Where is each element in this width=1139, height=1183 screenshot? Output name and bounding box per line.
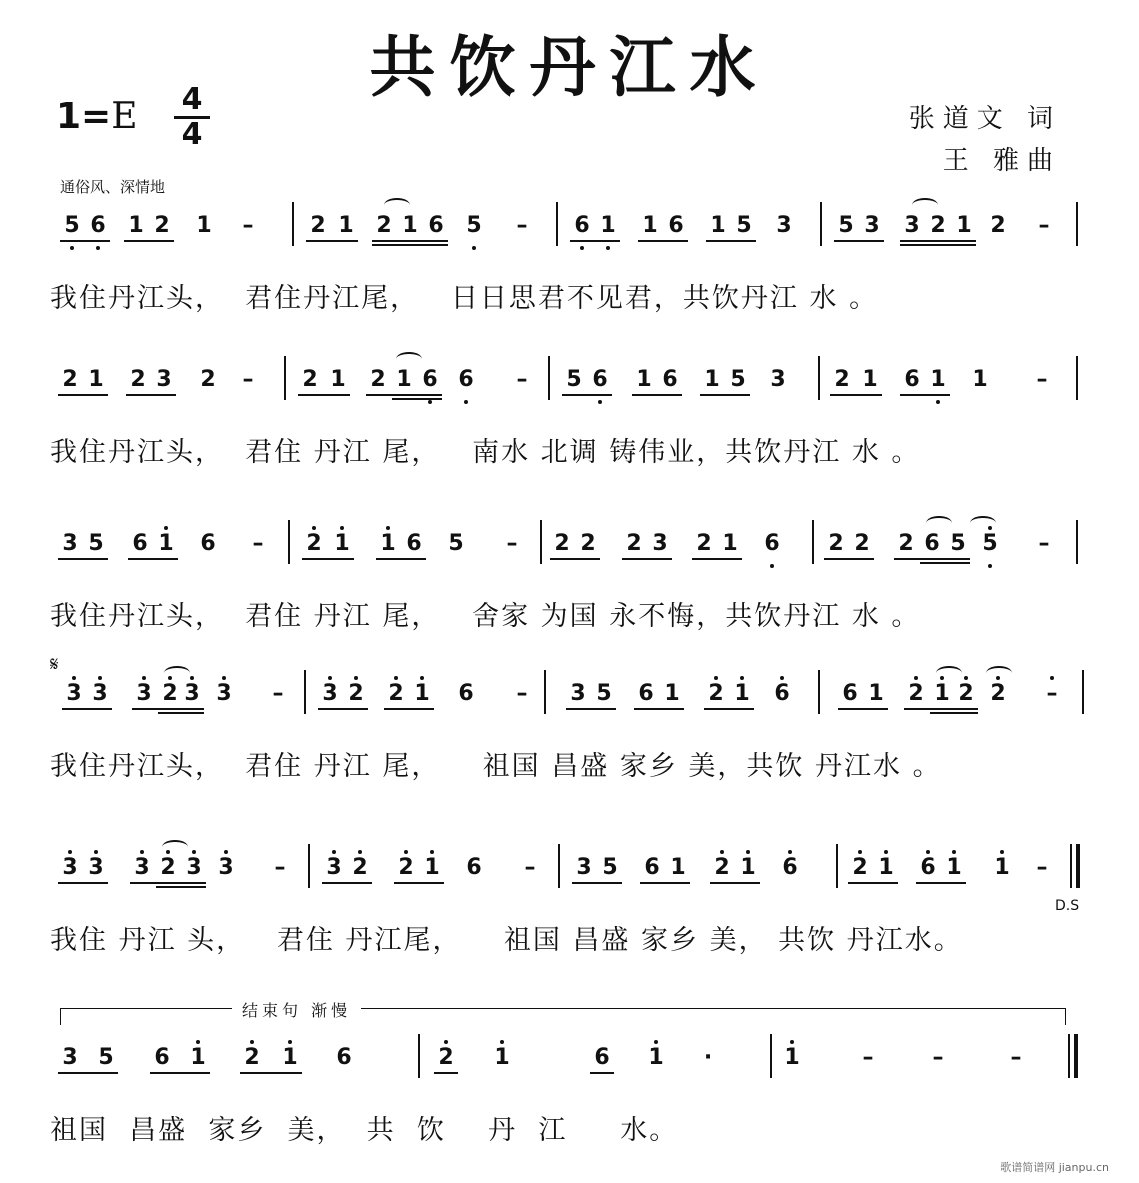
note: 3 [62, 531, 78, 556]
note: 3 [652, 531, 668, 556]
note: 6 [842, 681, 858, 706]
note: 2 [434, 1046, 458, 1070]
note: 2 [302, 532, 326, 556]
bar-line [292, 202, 294, 246]
beam [302, 558, 354, 560]
note: 3 [130, 856, 154, 880]
note: 3 [84, 856, 108, 880]
note: 1 [376, 532, 400, 556]
note: 1 [186, 1046, 210, 1070]
note: 1 [736, 856, 760, 880]
note: 3 [576, 855, 592, 880]
beam [894, 558, 970, 560]
note: 2 [158, 682, 182, 706]
note: 1 [196, 213, 212, 238]
note: – [506, 531, 518, 556]
bar-line [548, 356, 550, 400]
composer-credit: 王 雅曲 [942, 146, 1061, 176]
double-bar-thick [1074, 1034, 1078, 1078]
note: 1 [972, 367, 988, 392]
time-signature [174, 82, 210, 152]
note: 1 [956, 213, 972, 238]
beam [634, 708, 684, 710]
note: 6 [668, 213, 684, 238]
bar-line [558, 844, 560, 888]
note: 2 [954, 682, 978, 706]
note: 5 [98, 1045, 114, 1070]
beam [622, 558, 672, 560]
bar-line [418, 1034, 420, 1078]
beam [562, 394, 612, 396]
bar-line [818, 670, 820, 714]
note: – [1038, 213, 1050, 238]
note: 6 [924, 531, 940, 556]
bar-line [556, 202, 558, 246]
note: – [252, 531, 264, 556]
lyrics-line: 我住 丹江 头， 君住 丹江尾， 祖国 昌盛 家乡 美， 共饮 丹江水。 [50, 925, 963, 956]
note: 2 [156, 856, 180, 880]
note: 1 [402, 213, 418, 238]
bar-line [288, 520, 290, 564]
bar-line [1076, 520, 1078, 564]
note: – [524, 855, 536, 880]
note: 6 [570, 214, 594, 238]
note: 2 [394, 856, 418, 880]
note: 6 [458, 681, 474, 706]
note: 1 [874, 856, 898, 880]
note: 2 [704, 682, 728, 706]
beam [706, 240, 756, 242]
note: 5 [730, 367, 746, 392]
beam [372, 240, 448, 242]
watermark: 歌谱简谱网 jianpu.cn [1000, 1161, 1109, 1174]
notation-line [0, 682, 1139, 730]
lyrics-line: 祖国 昌盛 家乡 美， 共 饮 丹 江 水。 [50, 1115, 679, 1146]
note: 6 [770, 682, 794, 706]
note: 1 [942, 856, 966, 880]
note: 1 [862, 367, 878, 392]
beam [830, 394, 882, 396]
note: 3 [182, 856, 206, 880]
note: – [862, 1045, 874, 1070]
beam [150, 1072, 210, 1074]
notation-line [0, 532, 1139, 580]
note: 1 [780, 1046, 804, 1070]
note: 3 [214, 856, 238, 880]
beam [632, 394, 682, 396]
beam [60, 240, 110, 242]
note: 1 [644, 1046, 668, 1070]
note: 6 [662, 367, 678, 392]
beam [318, 708, 368, 710]
note: 3 [62, 682, 86, 706]
note: 6 [132, 531, 148, 556]
note: 6 [638, 681, 654, 706]
notation-line [0, 856, 1139, 904]
note: – [1038, 531, 1050, 556]
double-beam [158, 712, 204, 714]
double-beam [920, 562, 970, 564]
key-prefix: 1= [56, 96, 112, 137]
note: 5 [950, 531, 966, 556]
bar-line [820, 202, 822, 246]
note: 1 [730, 682, 754, 706]
double-bar-thick [1076, 844, 1080, 888]
double-beam [392, 398, 442, 400]
note: – [242, 367, 254, 392]
note: 2 [310, 213, 326, 238]
note: 2 [554, 531, 570, 556]
note: – [242, 213, 254, 238]
note: – [1040, 682, 1064, 706]
note: 6 [406, 531, 422, 556]
note: – [516, 681, 528, 706]
note: 3 [776, 213, 792, 238]
note: 5 [602, 855, 618, 880]
note: 6 [904, 367, 920, 392]
note: 2 [828, 531, 844, 556]
ending-bracket-left [60, 1008, 69, 1025]
note: 1 [338, 213, 354, 238]
note: 2 [580, 531, 596, 556]
bar-line [544, 670, 546, 714]
note: 1 [490, 1046, 514, 1070]
bar-line [308, 844, 310, 888]
note: 2 [930, 213, 946, 238]
double-bar-thin [1070, 844, 1072, 888]
note: 6 [418, 368, 442, 392]
note: 5 [448, 531, 464, 556]
beam [306, 240, 358, 242]
note: 6 [916, 856, 940, 880]
slur [986, 666, 1012, 680]
note: 2 [626, 531, 642, 556]
note: 2 [848, 856, 872, 880]
note: 1 [642, 213, 658, 238]
beam [376, 558, 426, 560]
ending-bracket-right [1057, 1008, 1066, 1025]
note: 1 [420, 856, 444, 880]
double-beam [930, 712, 978, 714]
beam [704, 708, 754, 710]
ds-mark: D.S [1055, 898, 1080, 914]
note: · [703, 1045, 713, 1070]
time-signature-bottom: 4 [181, 117, 203, 152]
note: 1 [330, 367, 346, 392]
note: – [274, 855, 286, 880]
note: 1 [664, 681, 680, 706]
note: 6 [644, 855, 660, 880]
bar-line [1076, 202, 1078, 246]
bar-line [836, 844, 838, 888]
beam [240, 1072, 302, 1074]
note: 6 [466, 855, 482, 880]
note: 2 [370, 367, 386, 392]
note: 1 [330, 532, 354, 556]
slur [396, 352, 422, 366]
note: 6 [594, 1045, 610, 1070]
note: 1 [670, 855, 686, 880]
double-bar-thin [1068, 1034, 1070, 1078]
note: 5 [566, 367, 582, 392]
note: 1 [930, 682, 954, 706]
beam [916, 882, 966, 884]
note: – [1010, 1045, 1022, 1070]
note: 3 [58, 856, 82, 880]
note: 6 [336, 1045, 352, 1070]
note: 2 [710, 856, 734, 880]
note: 3 [904, 213, 920, 238]
slur [162, 840, 188, 854]
beam [570, 240, 620, 242]
beam [58, 394, 108, 396]
beam [58, 882, 108, 884]
note: 2 [62, 367, 78, 392]
note: 3 [570, 681, 586, 706]
bar-line [818, 356, 820, 400]
beam [130, 882, 206, 884]
note: 2 [200, 367, 216, 392]
note: – [272, 681, 284, 706]
bar-line [812, 520, 814, 564]
note: 2 [130, 367, 146, 392]
beam [848, 882, 898, 884]
beam [590, 1072, 614, 1074]
beam [572, 882, 622, 884]
notation-line [0, 1046, 1139, 1094]
note: 1 [926, 368, 950, 392]
note: 5 [736, 213, 752, 238]
beam [124, 240, 174, 242]
lyricist-credit: 张道文 词 [908, 104, 1061, 134]
note: 2 [904, 682, 928, 706]
beam [384, 708, 434, 710]
beam [692, 558, 742, 560]
note: 3 [132, 682, 156, 706]
note: – [516, 367, 528, 392]
notation-line [0, 214, 1139, 262]
beam [322, 882, 372, 884]
lyrics-line: 我住丹江头， 君住 丹江 尾， 南水 北调 铸伟业，共饮丹江 水 。 [50, 437, 921, 468]
note: 6 [428, 213, 444, 238]
note: 3 [864, 213, 880, 238]
note: 1 [88, 367, 104, 392]
note: 3 [88, 682, 112, 706]
key-letter: E [111, 96, 138, 137]
bar-line [1076, 356, 1078, 400]
note: 5 [462, 214, 486, 238]
song-title: 共饮丹江水 [369, 29, 770, 106]
beam [58, 558, 108, 560]
note: 1 [990, 856, 1014, 880]
lyrics-line: 我住丹江头， 君住丹江尾， 日日思君不见君，共饮丹江 水 。 [50, 283, 879, 314]
ending-bracket-line [60, 1008, 1065, 1009]
note: 2 [986, 682, 1010, 706]
key-signature [56, 96, 138, 137]
note: 5 [978, 532, 1002, 556]
note: 6 [454, 368, 478, 392]
note: 5 [838, 213, 854, 238]
slur [164, 666, 190, 680]
tempo-mark: 通俗风、深情地 [60, 178, 166, 196]
slur [926, 516, 952, 530]
segno-sign: 𝄋 [50, 652, 59, 676]
note: 6 [154, 1045, 170, 1070]
beam [128, 558, 178, 560]
beam [838, 708, 888, 710]
note: 2 [834, 367, 850, 392]
note: 2 [344, 682, 368, 706]
note: 1 [278, 1046, 302, 1070]
note: – [1036, 367, 1048, 392]
note: 3 [770, 367, 786, 392]
bar-line [1082, 670, 1084, 714]
lyrics-line: 我住丹江头， 君住 丹江 尾， 祖国 昌盛 家乡 美，共饮 丹江水 。 [50, 751, 942, 782]
double-beam [156, 886, 206, 888]
time-signature-top: 4 [181, 82, 203, 117]
beam [640, 882, 690, 884]
ending-label: 结束句 渐慢 [232, 998, 361, 1021]
beam [126, 394, 176, 396]
note: 2 [348, 856, 372, 880]
beam [566, 708, 616, 710]
note: 5 [88, 531, 104, 556]
bar-line [770, 1034, 772, 1078]
note: 2 [376, 213, 392, 238]
beam [298, 394, 350, 396]
beam [900, 240, 976, 242]
beam [394, 882, 444, 884]
note: 2 [990, 213, 1006, 238]
beam [638, 240, 688, 242]
note: 2 [898, 531, 914, 556]
note: 2 [240, 1046, 264, 1070]
beam [434, 1072, 458, 1074]
slur [912, 198, 938, 212]
note: 6 [760, 532, 784, 556]
note: 3 [180, 682, 204, 706]
note: – [932, 1045, 944, 1070]
note: 1 [154, 532, 178, 556]
note: 3 [212, 682, 236, 706]
note: 6 [588, 368, 612, 392]
double-beam [372, 244, 448, 246]
beam [834, 240, 884, 242]
note: 6 [778, 856, 802, 880]
beam [904, 708, 978, 710]
slur [970, 516, 996, 530]
beam [62, 708, 112, 710]
note: 3 [156, 367, 172, 392]
bar-line [284, 356, 286, 400]
note: 3 [322, 856, 346, 880]
note: 1 [710, 213, 726, 238]
note: 6 [86, 214, 110, 238]
note: 6 [200, 531, 216, 556]
note: 2 [854, 531, 870, 556]
double-beam [900, 244, 976, 246]
beam [58, 1072, 118, 1074]
note: 3 [318, 682, 342, 706]
bar-line [540, 520, 542, 564]
note: 5 [60, 214, 84, 238]
note: – [1036, 855, 1048, 880]
beam [824, 558, 874, 560]
slur [936, 666, 962, 680]
beam [700, 394, 750, 396]
note: 1 [596, 214, 620, 238]
beam [550, 558, 600, 560]
slur [384, 198, 410, 212]
note: 2 [384, 682, 408, 706]
note: 3 [62, 1045, 78, 1070]
note: 1 [410, 682, 434, 706]
beam [132, 708, 204, 710]
beam [710, 882, 760, 884]
note: 1 [636, 367, 652, 392]
note: 2 [302, 367, 318, 392]
note: 1 [868, 681, 884, 706]
beam [366, 394, 442, 396]
note: 1 [396, 367, 412, 392]
notation-line [0, 368, 1139, 416]
note: 2 [154, 213, 170, 238]
beam [900, 394, 950, 396]
note: 1 [128, 213, 144, 238]
note: 1 [722, 531, 738, 556]
lyrics-line: 我住丹江头， 君住 丹江 尾， 舍家 为国 永不悔，共饮丹江 水 。 [50, 601, 921, 632]
note: 5 [596, 681, 612, 706]
bar-line [304, 670, 306, 714]
note: 2 [696, 531, 712, 556]
note: – [516, 213, 528, 238]
note: 1 [704, 367, 720, 392]
